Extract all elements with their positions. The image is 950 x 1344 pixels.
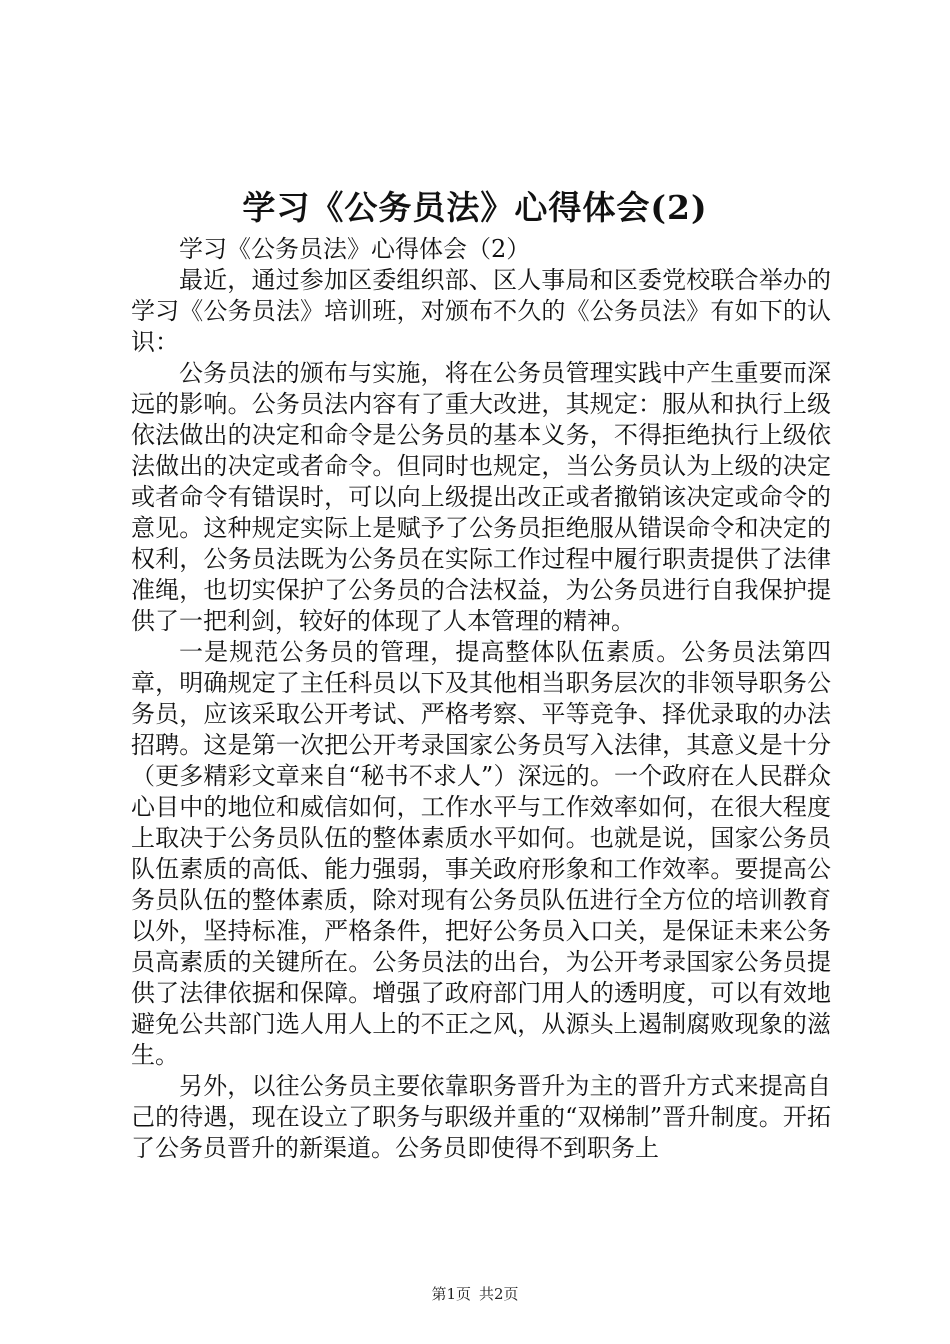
body-paragraph: 一是规范公务员的管理，提高整体队伍素质。公务员法第四章，明确规定了主任科员以下及其他相当职务层次的非领导职务公务员，应该采取公开考试、严格考察、平等竞争、择优录取的办法招聘。这是第一次把公开考录国家公务员写入法律，其意义是十分（更多精彩文章来自“秘书不求人”）深远的。一个政府在人民群众心目中的地位和威信如何，工作水平与工作效率如何，在很大程度上取决于公务员队伍的整体素质水平如何。也就是说，国家公务员队伍素质的高低、能力强弱，事关政府形象和工作效率。要提高公务员队伍的整体素质，除对现有公务员队伍进行全方位的培训教育以外，坚持标准，严格条件，把好公务员入口关，是保证未来公务员高素质的关键所在。公务员法的出台，为公开考录国家公务员提供了法律依据和保障。增强了政府部门用人的透明度，可以有效地避免公共部门选人用人上的不正之风，从源头上遏制腐败现象的滋生。 <box>131 638 831 1069</box>
body-paragraph: 最近，通过参加区委组织部、区人事局和区委党校联合举办的学习《公务员法》培训班，对颁布不久的《公务员法》有如下的认识： <box>131 266 831 356</box>
page-number: 第1页 <box>431 1285 471 1303</box>
body-paragraph: 公务员法的颁布与实施，将在公务员管理实践中产生重要而深远的影响。公务员法内容有了重大改进，其规定：服从和执行上级依法做出的决定和命令是公务员的基本义务，不得拒绝执行上级依法做出的决定或者命令。但同时也规定，当公务员认为上级的决定或者命令有错误时，可以向上级提出改正或者撤销该决定或命令的意见。这种规定实际上是赋予了公务员拒绝服从错误命令和决定的权利，公务员法既为公务员在实际工作过程中履行职责提供了法律准绳，也切实保护了公务员的合法权益，为公务员进行自我保护提供了一把利剑，较好的体现了人本管理的精神。 <box>131 359 831 635</box>
subtitle-paragraph: 学习《公务员法》心得体会（2） <box>179 235 531 263</box>
page-total: 共2页 <box>479 1285 519 1303</box>
body-paragraph: 另外，以往公务员主要依靠职务晋升为主的晋升方式来提高自己的待遇，现在设立了职务与职级并重的“双梯制”晋升制度。开拓了公务员晋升的新渠道。公务员即使得不到职务上 <box>131 1072 831 1162</box>
document-body <box>131 234 831 1164</box>
page-footer <box>0 1284 950 1304</box>
document-title: 学习《公务员法》心得体会(2) <box>242 188 708 227</box>
